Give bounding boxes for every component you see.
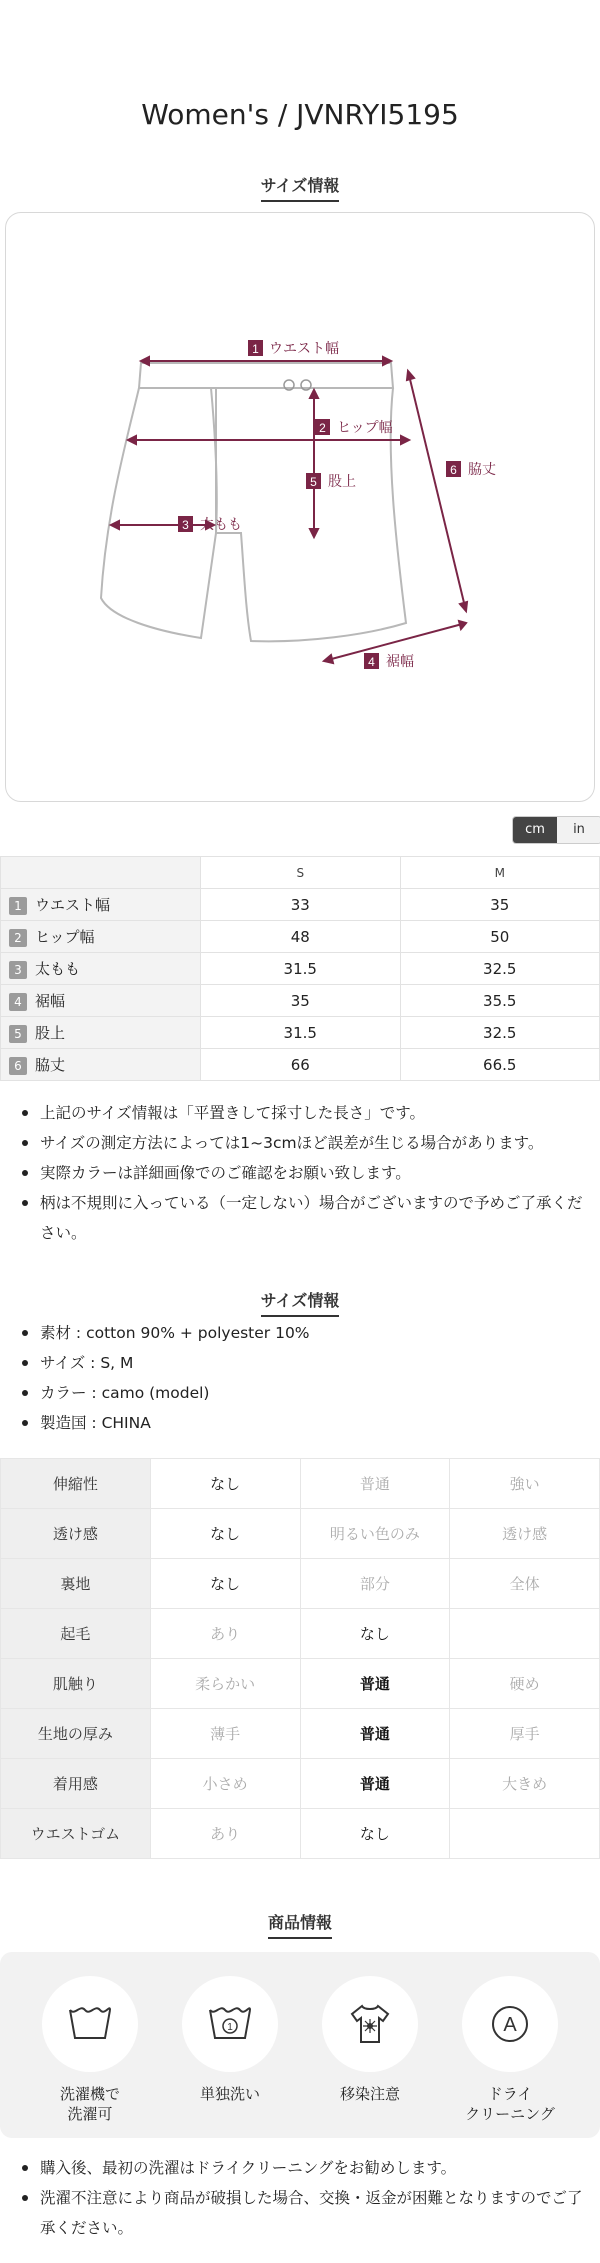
table-row [1, 1759, 600, 1809]
care-label: 単独洗い [199, 2085, 260, 2103]
row-num: 2 [9, 929, 27, 947]
cell: 32.5 [400, 953, 600, 985]
care-instructions [0, 1952, 600, 2138]
attr-option: 普通 [300, 1759, 450, 1809]
diagram-label-waist: ウエスト幅 [269, 340, 339, 356]
diagram-label-rise: 股上 [328, 473, 356, 489]
cell: 31.5 [201, 1017, 401, 1049]
table-row [1, 1049, 600, 1081]
attr-option: あり [150, 1609, 300, 1659]
attr-label: 透け感 [1, 1509, 151, 1559]
attr-option: 普通 [300, 1459, 450, 1509]
cell: 35.5 [400, 985, 600, 1017]
cell: 35 [201, 985, 401, 1017]
shorts-diagram-svg [6, 213, 596, 803]
list-item: 素材 : cotton 90% + polyester 10% [22, 1318, 592, 1348]
attr-option: なし [150, 1459, 300, 1509]
attr-label: 肌触り [1, 1659, 151, 1709]
attr-option: 普通 [300, 1659, 450, 1709]
cell: 66 [201, 1049, 401, 1081]
attr-option: 小さめ [150, 1759, 300, 1809]
svg-text:A: A [503, 2014, 517, 2036]
attr-option: あり [150, 1809, 300, 1859]
size-table [0, 856, 600, 1081]
attr-option: 大きめ [450, 1759, 600, 1809]
cell: 32.5 [400, 1017, 600, 1049]
info-list [22, 1318, 592, 1438]
attr-option: 柔らかい [150, 1659, 300, 1709]
diagram-label-thigh: 太もも [200, 516, 242, 532]
size-table-header [1, 857, 600, 889]
size-section-heading-text: サイズ情報 [261, 173, 340, 202]
cell: 66.5 [400, 1049, 600, 1081]
diagram-num-5: 5 [310, 475, 317, 489]
list-item: 洗濯不注意により商品が破損した場合、交換・返金が困難となりますのでご了承ください。 [22, 2183, 592, 2243]
unit-cm-button[interactable]: cm [513, 817, 557, 843]
list-item: サイズの測定方法によっては1~3cmほど誤差が生じる場合があります。 [22, 1128, 592, 1158]
care-section-heading-text: 商品情報 [268, 1910, 332, 1939]
attr-label: 伸縮性 [1, 1459, 151, 1509]
size-notes [22, 1098, 592, 1248]
attr-option: なし [300, 1809, 450, 1859]
size-diagram [5, 212, 595, 802]
care-label: 洗濯機で 洗濯可 [59, 2085, 120, 2123]
attr-option: なし [150, 1559, 300, 1609]
attr-label: ウエストゴム [1, 1809, 151, 1859]
row-label: 裾幅 [35, 992, 66, 1010]
care-label: ドライ クリーニング [465, 2085, 555, 2123]
size-col-m: M [400, 857, 600, 889]
row-num: 5 [9, 1025, 27, 1043]
attr-option [450, 1609, 600, 1659]
row-num: 3 [9, 961, 27, 979]
diagram-num-2: 2 [319, 421, 326, 435]
table-row [1, 1017, 600, 1049]
care-item-wash-separately [180, 1976, 280, 2104]
table-row [1, 985, 600, 1017]
attr-label: 生地の厚み [1, 1709, 151, 1759]
care-item-machine-wash [40, 1976, 140, 2124]
attr-option: 普通 [300, 1709, 450, 1759]
info-section-heading [0, 1288, 600, 1317]
list-item: 柄は不規則に入っている（一定しない）場合がございますので予めご了承ください。 [22, 1188, 592, 1248]
info-section-heading-text: サイズ情報 [261, 1288, 340, 1317]
attr-option [450, 1809, 600, 1859]
unit-toggle[interactable] [512, 816, 600, 844]
table-row [1, 1659, 600, 1709]
table-row [1, 953, 600, 985]
row-num: 1 [9, 897, 27, 915]
attr-option: 薄手 [150, 1709, 300, 1759]
diagram-label-side-length: 脇丈 [468, 461, 496, 477]
attr-option: なし [150, 1509, 300, 1559]
diagram-num-6: 6 [450, 463, 457, 477]
list-item: カラー : camo (model) [22, 1378, 592, 1408]
attr-option: 明るい色のみ [300, 1509, 450, 1559]
table-row [1, 889, 600, 921]
attr-option: なし [300, 1609, 450, 1659]
cell: 31.5 [201, 953, 401, 985]
row-label: ヒップ幅 [35, 928, 95, 946]
measure-labels [178, 340, 496, 669]
table-row [1, 1559, 600, 1609]
shorts-outline [101, 363, 406, 641]
diagram-num-4: 4 [368, 655, 375, 669]
cell: 48 [201, 921, 401, 953]
wash-separately-icon [182, 1976, 278, 2072]
attr-option: 強い [450, 1459, 600, 1509]
care-section-heading [0, 1910, 600, 1939]
color-transfer-icon [322, 1976, 418, 2072]
svg-text:1: 1 [227, 2022, 233, 2033]
list-item: 実際カラーは詳細画像でのご確認をお願い致します。 [22, 1158, 592, 1188]
table-row [1, 1609, 600, 1659]
attr-option: 部分 [300, 1559, 450, 1609]
attr-option: 透け感 [450, 1509, 600, 1559]
row-label: 脇丈 [35, 1056, 66, 1074]
product-title: Women's / JVNRYI5195 [141, 98, 459, 131]
list-item: サイズ : S, M [22, 1348, 592, 1378]
list-item: 製造国 : CHINA [22, 1408, 592, 1438]
table-row [1, 1509, 600, 1559]
care-label: 移染注意 [339, 2085, 400, 2103]
row-label: ウエスト幅 [35, 896, 111, 914]
cell: 35 [400, 889, 600, 921]
size-section-heading [0, 173, 600, 202]
diagram-num-1: 1 [252, 342, 259, 356]
row-num: 4 [9, 993, 27, 1011]
cell: 50 [400, 921, 600, 953]
table-row [1, 1809, 600, 1859]
attr-option: 厚手 [450, 1709, 600, 1759]
size-col-s: S [201, 857, 401, 889]
row-label: 股上 [35, 1024, 66, 1042]
diagram-label-hem: 裾幅 [386, 653, 414, 669]
washing-machine-icon [42, 1976, 138, 2072]
dry-cleaning-icon [462, 1976, 558, 2072]
unit-in-button[interactable]: in [557, 817, 600, 843]
care-notes [22, 2153, 592, 2243]
diagram-label-hip: ヒップ幅 [337, 419, 393, 435]
list-item: 上記のサイズ情報は「平置きして採寸した長さ」です。 [22, 1098, 592, 1128]
attr-label: 裏地 [1, 1559, 151, 1609]
diagram-num-3: 3 [182, 518, 189, 532]
attr-label: 着用感 [1, 1759, 151, 1809]
measure-lines [111, 357, 467, 663]
row-num: 6 [9, 1057, 27, 1075]
list-item: 購入後、最初の洗濯はドライクリーニングをお勧めします。 [22, 2153, 592, 2183]
care-item-dry-clean [460, 1976, 560, 2124]
size-table-corner [1, 857, 201, 889]
fabric-attributes-table [0, 1458, 600, 1859]
table-row [1, 1459, 600, 1509]
table-row [1, 1709, 600, 1759]
table-row [1, 921, 600, 953]
attr-option: 硬め [450, 1659, 600, 1709]
attr-label: 起毛 [1, 1609, 151, 1659]
row-label: 太もも [35, 960, 81, 978]
cell: 33 [201, 889, 401, 921]
care-item-color-transfer [320, 1976, 420, 2104]
attr-option: 全体 [450, 1559, 600, 1609]
